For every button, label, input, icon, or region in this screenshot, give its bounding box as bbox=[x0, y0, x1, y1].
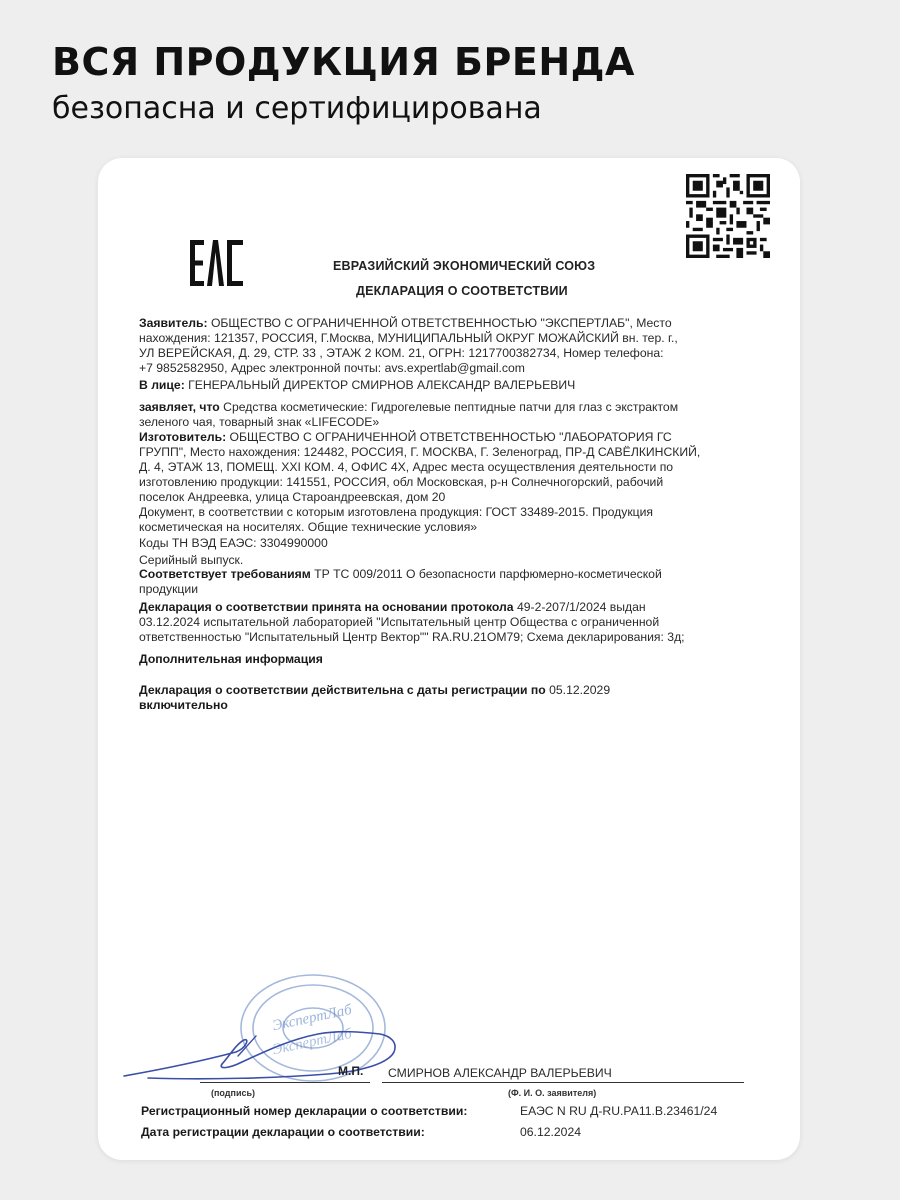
page-subheadline: безопасна и сертифицирована bbox=[52, 91, 542, 126]
signer-caption: (Ф. И. О. заявителя) bbox=[508, 1088, 597, 1098]
conforms-line-1 bbox=[139, 567, 662, 582]
person-label: В лице: bbox=[139, 378, 185, 392]
person-line bbox=[139, 378, 575, 393]
union-heading: ЕВРАЗИЙСКИЙ ЭКОНОМИЧЕСКИЙ СОЮЗ bbox=[333, 259, 596, 273]
page-headline: ВСЯ ПРОДУКЦИЯ БРЕНДА bbox=[52, 40, 635, 84]
standard-line-2: косметическая на носителях. Общие технические условия» bbox=[139, 520, 478, 534]
validity-date: 05.12.2029 bbox=[545, 683, 611, 697]
manufacturer-line-3: Д. 4, ЭТАЖ 13, ПОМЕЩ. XXI КОМ. 4, ОФИС 4Х, Адрес места осуществления деятельности по bbox=[139, 460, 674, 474]
conforms-text: ТР ТС 009/2011 О безопасности парфюмерно-косметической bbox=[310, 567, 662, 581]
person-value: ГЕНЕРАЛЬНЫЙ ДИРЕКТОР СМИРНОВ АЛЕКСАНДР ВАЛЕРЬЕВИЧ bbox=[184, 378, 576, 392]
basis-line-3: ответственностью "Испытательный Центр Вектор"" RA.RU.21ОМ79; Схема декларирования: 3д; bbox=[139, 630, 685, 644]
declares-text: Средства косметические: Гидрогелевые пептидные патчи для глаз с экстрактом bbox=[219, 400, 679, 414]
applicant-text: ОБЩЕСТВО С ОГРАНИЧЕННОЙ ОТВЕТСТВЕННОСТЬЮ "ЭКСПЕРТЛАБ", Место bbox=[207, 316, 672, 330]
manufacturer-text: ОБЩЕСТВО С ОГРАНИЧЕННОЙ ОТВЕТСТВЕННОСТЬЮ "ЛАБОРАТОРИЯ ГС bbox=[226, 430, 672, 444]
basis-line-2: 03.12.2024 испытательной лабораторией "Испытательный центр Общества с ограниченной bbox=[139, 615, 660, 629]
serial-line: Серийный выпуск. bbox=[139, 553, 244, 567]
validity-label: Декларация о соответствии действительна с даты регистрации по bbox=[139, 683, 546, 697]
applicant-line-1 bbox=[139, 316, 672, 331]
applicant-line-3: УЛ ВЕРЕЙСКАЯ, Д. 29, СТР. 33 , ЭТАЖ 2 КОМ. 21, ОГРН: 1217700382734, Номер телефона: bbox=[139, 346, 664, 360]
codes-line: Коды ТН ВЭД ЕАЭС: 3304990000 bbox=[139, 536, 328, 550]
stamp-text-2: ЭкспертЛаб bbox=[271, 1025, 354, 1059]
signature-caption: (подпись) bbox=[211, 1088, 256, 1098]
seal-place-label: М.П. bbox=[338, 1064, 364, 1078]
manufacturer-label: Изготовитель: bbox=[139, 430, 227, 444]
stamp-text: ЭкспертЛаб bbox=[271, 1001, 354, 1035]
declaration-title: ДЕКЛАРАЦИЯ О СООТВЕТСТВИИ bbox=[356, 284, 568, 298]
applicant-line-4: +7 9852582950, Адрес электронной почты: avs.expertlab@gmail.com bbox=[139, 361, 525, 375]
basis-label: Декларация о соответствии принята на основании протокола bbox=[139, 600, 514, 614]
validity-line-2: включительно bbox=[139, 698, 228, 712]
standard-line-1: Документ, в соответствии с которым изготовлена продукция: ГОСТ 33489-2015. Продукция bbox=[139, 505, 654, 519]
basis-text: 49-2-207/1/2024 выдан bbox=[513, 600, 646, 614]
reg-number-label: Регистрационный номер декларации о соответствии: bbox=[141, 1104, 468, 1118]
applicant-label: Заявитель: bbox=[139, 316, 208, 330]
manufacturer-line-2: ГРУПП", Место нахождения: 124482, РОССИЯ, Г. МОСКВА, Г. Зеленоград, ПР-Д САВЁЛКИНСКИЙ, bbox=[139, 445, 701, 459]
declares-label: заявляет, что bbox=[139, 400, 220, 414]
name-rule bbox=[382, 1082, 744, 1083]
applicant-line-2: нахождения: 121357, РОССИЯ, Г.Москва, МУНИЦИПАЛЬНЫЙ ОКРУГ МОЖАЙСКИЙ вн. тер. г., bbox=[139, 331, 678, 345]
reg-number-value: ЕАЭС N RU Д-RU.РА11.В.23461/24 bbox=[520, 1104, 718, 1118]
basis-line-1 bbox=[139, 600, 646, 615]
manufacturer-line-1 bbox=[139, 430, 672, 445]
declares-line-1 bbox=[139, 400, 678, 415]
reg-date-value: 06.12.2024 bbox=[520, 1125, 581, 1139]
eac-logo-icon bbox=[190, 240, 244, 286]
signature-icon bbox=[118, 1018, 408, 1088]
qr-code-icon bbox=[686, 174, 770, 258]
additional-info-label: Дополнительная информация bbox=[139, 652, 323, 666]
validity-line-1 bbox=[139, 683, 610, 698]
reg-date-label: Дата регистрации декларации о соответствии: bbox=[141, 1125, 425, 1139]
conforms-line-2: продукции bbox=[139, 582, 199, 596]
signature-rule bbox=[200, 1082, 370, 1083]
manufacturer-line-5: поселок Андреевка, улица Староандреевская, дом 20 bbox=[139, 490, 446, 504]
manufacturer-line-4: изготовлению продукции: 141551, РОССИЯ, обл Московская, р-н Солнечногорский, рабочий bbox=[139, 475, 664, 489]
signer-name: СМИРНОВ АЛЕКСАНДР ВАЛЕРЬЕВИЧ bbox=[388, 1066, 612, 1080]
declares-line-2: зеленого чая, товарный знак «LIFECODE» bbox=[139, 415, 380, 429]
conforms-label: Соответствует требованиям bbox=[139, 567, 311, 581]
